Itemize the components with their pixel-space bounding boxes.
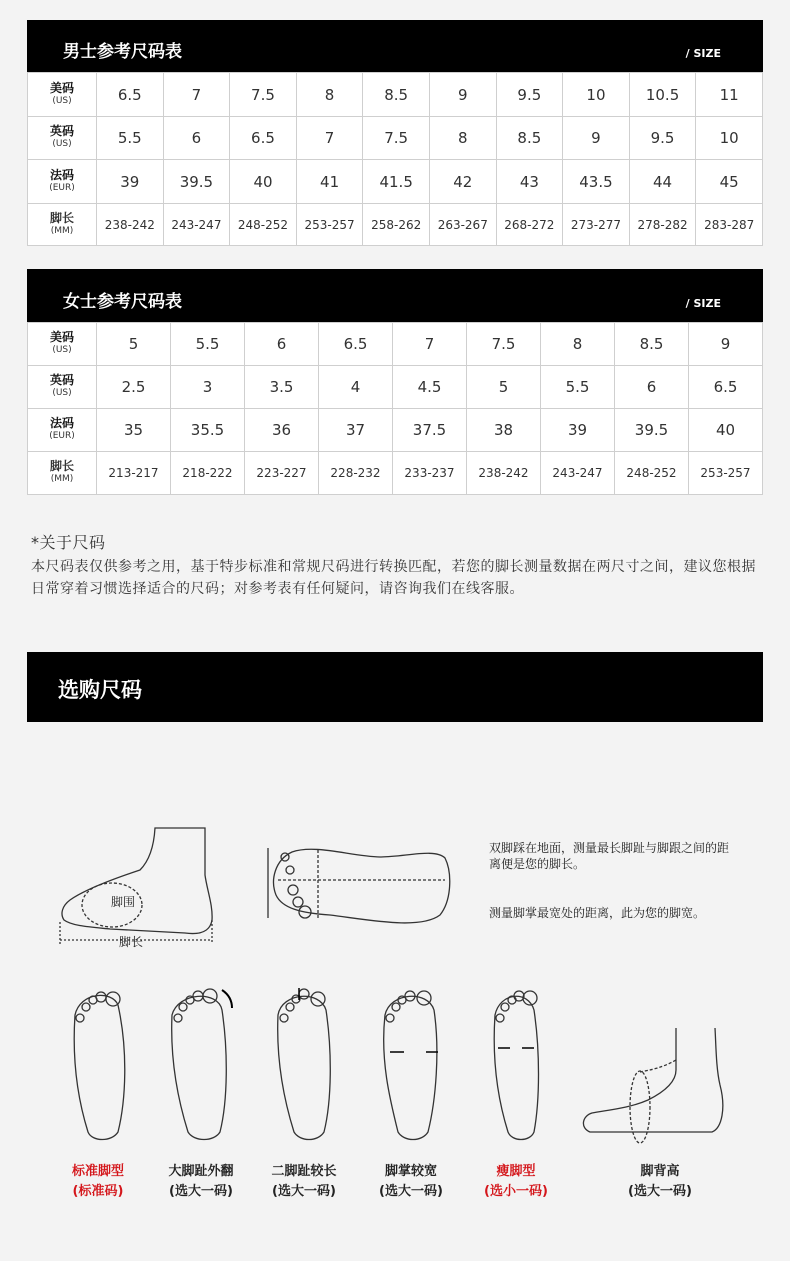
table-cell: 8.5 xyxy=(615,323,689,366)
table-cell: 218-222 xyxy=(171,452,245,495)
row-label: 法码 xyxy=(49,167,74,182)
instruction-width: 测量脚掌最宽处的距离，此为您的脚宽。 xyxy=(489,906,706,920)
row-label: 法码 xyxy=(49,416,74,430)
table-cell: 40 xyxy=(230,160,297,204)
table-cell: 39 xyxy=(97,160,164,204)
foot-type-standard xyxy=(43,1162,153,1202)
side-foot-icon xyxy=(60,828,212,944)
row-unit: (MM) xyxy=(50,474,74,484)
foot-type-wide xyxy=(356,1162,466,1202)
table-cell: 42 xyxy=(429,160,496,204)
table-cell: 8 xyxy=(541,323,615,366)
row-unit: (EUR) xyxy=(49,431,75,441)
foot-type-name: 瘦脚型 xyxy=(496,1164,536,1179)
table-cell: 253-257 xyxy=(296,204,363,246)
men-table-title: 男士参考尺码表 xyxy=(63,42,182,62)
table-cell: 6.5 xyxy=(230,117,297,160)
foot-type-advice: (选大一码) xyxy=(379,1184,443,1199)
foot-type-name: 大脚趾外翻 xyxy=(168,1164,234,1179)
table-cell: 2.5 xyxy=(97,366,171,409)
section-title: 选购尺码 xyxy=(58,678,142,702)
table-cell: 7 xyxy=(296,117,363,160)
table-cell: 35 xyxy=(97,409,171,452)
foot-type-advice: (选小一码) xyxy=(484,1184,548,1199)
table-cell: 45 xyxy=(696,160,763,204)
foot-type-bunion xyxy=(146,1162,256,1202)
table-cell: 39.5 xyxy=(163,160,230,204)
note-text: 本尺码表仅供参考之用，基于特步标准和常规尺码进行转换匹配，若您的脚长测量数据在两尺寸之间，建议您根据日常穿着习惯选择适合的尺码；对参考表有任何疑问，请咨询我们在线客服。 xyxy=(31,559,756,597)
footprint-icon xyxy=(268,848,450,923)
row-label: 美码 xyxy=(49,80,74,95)
table-cell: 38 xyxy=(467,409,541,452)
table-cell: 6.5 xyxy=(97,73,164,117)
row-unit: (US) xyxy=(52,95,72,106)
table-cell: 6 xyxy=(245,323,319,366)
table-cell: 7 xyxy=(163,73,230,117)
table-cell: 263-267 xyxy=(429,204,496,246)
high-instep-icon xyxy=(583,1028,722,1143)
table-cell: 6 xyxy=(163,117,230,160)
foot-type-slim xyxy=(461,1162,571,1202)
table-cell: 213-217 xyxy=(97,452,171,495)
girth-label: 脚围 xyxy=(111,895,136,909)
table-cell: 5 xyxy=(467,366,541,409)
table-cell: 6 xyxy=(615,366,689,409)
table-cell: 41.5 xyxy=(363,160,430,204)
row-label: 英码 xyxy=(49,373,74,387)
table-cell: 253-257 xyxy=(689,452,763,495)
foot-type-advice: (标准码) xyxy=(72,1184,124,1199)
table-cell: 9.5 xyxy=(496,73,563,117)
row-unit: (MM) xyxy=(50,225,74,236)
table-cell: 9 xyxy=(563,117,630,160)
table-cell: 37.5 xyxy=(393,409,467,452)
table-cell: 6.5 xyxy=(319,323,393,366)
foot-type-long-second-toe xyxy=(249,1162,359,1202)
table-cell: 9 xyxy=(429,73,496,117)
table-cell: 273-277 xyxy=(563,204,630,246)
length-label: 脚长 xyxy=(119,935,144,949)
foot-type-name: 脚背高 xyxy=(640,1164,680,1179)
table-cell: 5 xyxy=(97,323,171,366)
table-cell: 248-252 xyxy=(230,204,297,246)
table-cell: 283-287 xyxy=(696,204,763,246)
instruction-length: 双脚踩在地面，测量最长脚趾与脚跟之间的距离便是您的脚长。 xyxy=(489,841,730,871)
table-cell: 7.5 xyxy=(363,117,430,160)
row-label: 英码 xyxy=(49,124,74,138)
table-cell: 43 xyxy=(496,160,563,204)
slim-foot-icon xyxy=(494,991,538,1140)
table-cell: 243-247 xyxy=(163,204,230,246)
table-cell: 268-272 xyxy=(496,204,563,246)
foot-type-name: 标准脚型 xyxy=(71,1164,124,1179)
row-unit: (EUR) xyxy=(49,182,75,193)
table-cell: 11 xyxy=(696,73,763,117)
table-cell: 40 xyxy=(689,409,763,452)
table-cell: 258-262 xyxy=(363,204,430,246)
foot-type-name: 脚掌较宽 xyxy=(384,1164,437,1179)
table-cell: 39 xyxy=(541,409,615,452)
table-cell: 10 xyxy=(563,73,630,117)
table-cell: 5.5 xyxy=(171,323,245,366)
table-cell: 233-237 xyxy=(393,452,467,495)
table-cell: 9.5 xyxy=(629,117,696,160)
table-cell: 8.5 xyxy=(363,73,430,117)
table-cell: 7.5 xyxy=(230,73,297,117)
foot-type-advice: (选大一码) xyxy=(628,1184,692,1199)
row-unit: (US) xyxy=(52,388,72,398)
table-cell: 8 xyxy=(429,117,496,160)
row-label: 美码 xyxy=(49,330,74,344)
table-cell: 278-282 xyxy=(629,204,696,246)
table-cell: 35.5 xyxy=(171,409,245,452)
foot-type-name: 二脚趾较长 xyxy=(271,1164,337,1179)
long-second-toe-icon xyxy=(278,988,331,1140)
foot-type-advice: (选大一码) xyxy=(272,1184,336,1199)
table-cell: 6.5 xyxy=(689,366,763,409)
table-cell: 5.5 xyxy=(541,366,615,409)
table-cell: 36 xyxy=(245,409,319,452)
table-cell: 44 xyxy=(629,160,696,204)
table-cell: 3 xyxy=(171,366,245,409)
table-cell: 41 xyxy=(296,160,363,204)
table-cell: 238-242 xyxy=(97,204,164,246)
table-cell: 37 xyxy=(319,409,393,452)
table-cell: 4.5 xyxy=(393,366,467,409)
table-cell: 39.5 xyxy=(615,409,689,452)
table-cell: 9 xyxy=(689,323,763,366)
table-cell: 8.5 xyxy=(496,117,563,160)
table-cell: 5.5 xyxy=(97,117,164,160)
table-cell: 228-232 xyxy=(319,452,393,495)
row-label: 脚长 xyxy=(49,210,74,225)
row-unit: (US) xyxy=(52,345,72,355)
table-cell: 4 xyxy=(319,366,393,409)
men-size-label: / SIZE xyxy=(685,47,721,60)
table-cell: 3.5 xyxy=(245,366,319,409)
table-cell: 238-242 xyxy=(467,452,541,495)
foot-type-high-instep xyxy=(605,1162,715,1202)
women-table-title: 女士参考尺码表 xyxy=(63,292,182,312)
row-unit: (US) xyxy=(52,139,72,149)
table-cell: 10 xyxy=(696,117,763,160)
table-cell: 8 xyxy=(296,73,363,117)
table-cell: 243-247 xyxy=(541,452,615,495)
table-cell: 43.5 xyxy=(563,160,630,204)
wide-foot-icon xyxy=(384,991,438,1140)
note-title: *关于尺码 xyxy=(31,533,106,552)
table-cell: 248-252 xyxy=(615,452,689,495)
table-cell: 223-227 xyxy=(245,452,319,495)
foot-type-advice: (选大一码) xyxy=(169,1184,233,1199)
table-cell: 7 xyxy=(393,323,467,366)
bunion-foot-icon xyxy=(172,989,232,1140)
table-cell: 7.5 xyxy=(467,323,541,366)
table-cell: 10.5 xyxy=(629,73,696,117)
row-label: 脚长 xyxy=(49,459,74,473)
women-size-label: / SIZE xyxy=(685,297,721,310)
standard-foot-icon xyxy=(74,992,125,1140)
